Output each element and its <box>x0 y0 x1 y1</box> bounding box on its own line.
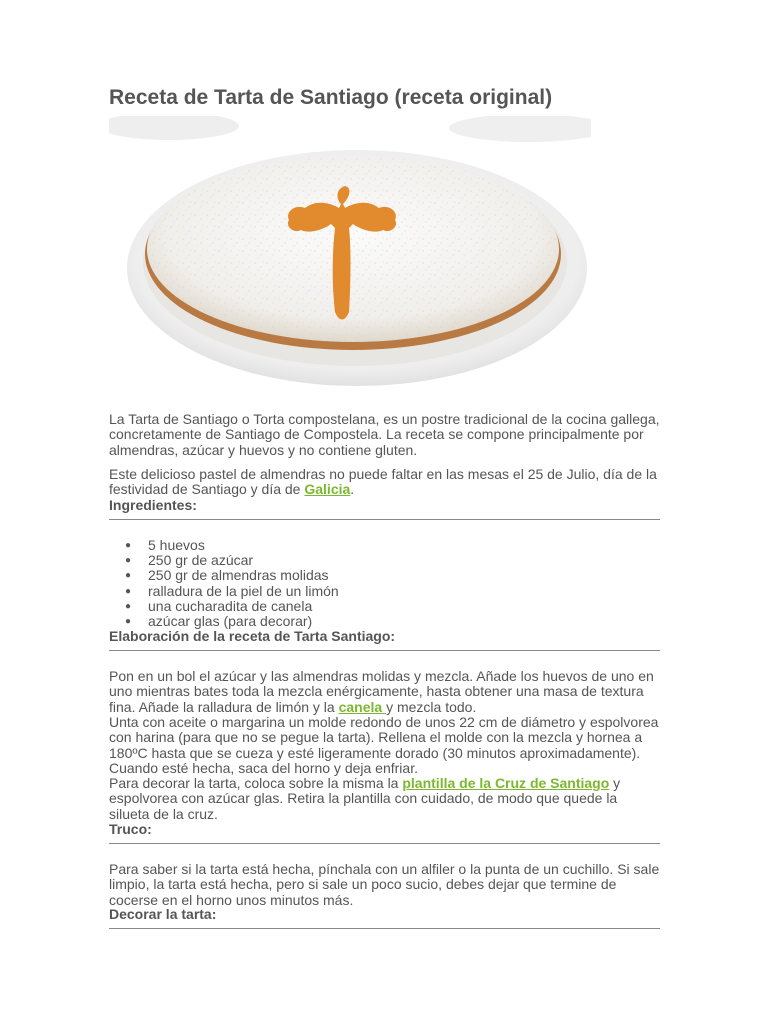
ingredient-text: azúcar glas (para decorar) <box>148 613 313 630</box>
list-item <box>109 614 660 629</box>
ingredients-list <box>109 538 660 629</box>
ingredient-text: una cucharadita de canela <box>148 597 313 614</box>
step-text: y mezcla todo. <box>386 698 477 715</box>
list-item <box>109 568 660 583</box>
intro-paragraph-festividad <box>109 467 660 498</box>
list-item <box>109 599 660 614</box>
section-divider <box>109 843 660 844</box>
elaboracion-step-2: Unta con aceite o margarina un molde redondo de unos 22 cm de diámetro y espolvorea con harina (para que no se pegue la tarta). Rellena el molde con la mezcla y hornea a 180ºC hasta que se cueza y esté ligeramente dorado (30 minutos aproximadamente). Cuando esté hecha, saca del horno y deja enfriar. <box>109 714 659 777</box>
step-text: Para decorar la tarta, coloca sobre la misma la <box>109 775 403 791</box>
ingredient-text: 5 huevos <box>148 537 205 553</box>
bullet-icon: ● <box>125 540 132 551</box>
ingredientes-heading: Ingredientes: <box>109 497 197 513</box>
bullet-icon: ● <box>125 585 132 597</box>
plantilla-cruz-link[interactable]: plantilla de la Cruz de Santiago <box>402 775 610 791</box>
bullet-icon: ● <box>125 616 132 628</box>
truco-heading: Truco: <box>109 821 152 837</box>
bullet-icon: ● <box>125 600 132 612</box>
list-item <box>109 584 660 599</box>
section-divider <box>109 650 660 651</box>
tarta-santiago-photo <box>109 116 591 387</box>
list-item <box>109 538 660 553</box>
step-text: y espolvorea con azúcar glas. Retira la plantilla con cuidado, de modo que quede la silueta de la cruz. <box>109 775 621 822</box>
galicia-link[interactable]: Galicia <box>304 481 351 498</box>
step-text: Pon en un bol el azúcar y las almendras molidas y mezcla. Añade los huevos de uno en uno mientras bates toda la mezcla enérgicamente, hasta obtener una masa de textura fina. Añade la ralladura de limón y la <box>109 668 654 715</box>
intro-period: . <box>350 481 355 498</box>
ingredient-text: 250 gr de azúcar <box>148 552 254 569</box>
bullet-icon: ● <box>125 570 132 582</box>
bullet-icon: ● <box>125 555 132 567</box>
ingredient-text: 250 gr de almendras molidas <box>148 567 329 584</box>
intro-paragraph: La Tarta de Santiago o Torta compostelana, es un postre tradicional de la cocina gallega, concretamente de Santiago de Compostela. La receta se compone principalmente por almendras, azúcar y huevos y no contiene gluten. <box>109 411 660 458</box>
ingredient-text: ralladura de la piel de un limón <box>148 582 339 599</box>
decorar-heading: Decorar la tarta: <box>109 906 217 922</box>
elaboracion-heading: Elaboración de la receta de Tarta Santiago: <box>109 628 396 644</box>
canela-link[interactable]: canela <box>338 698 387 715</box>
intro-text: Este delicioso pastel de almendras no puede faltar en las mesas el 25 de Julio, día de la festividad de Santiago y día de <box>109 466 657 498</box>
elaboracion-step-1 <box>109 669 660 715</box>
elaboracion-step-3 <box>109 776 660 822</box>
truco-paragraph: Para saber si la tarta está hecha, pínchala con un alfiler o la punta de un cuchillo. Si sale limpio, la tarta está hecha, pero si sale un poco sucio, debes dejar que termine de cocerse en el horno unos minutos más. <box>109 861 660 908</box>
list-item <box>109 553 660 568</box>
section-divider <box>109 519 660 520</box>
section-divider <box>109 928 660 929</box>
page-title: Receta de Tarta de Santiago (receta original) <box>109 86 553 109</box>
